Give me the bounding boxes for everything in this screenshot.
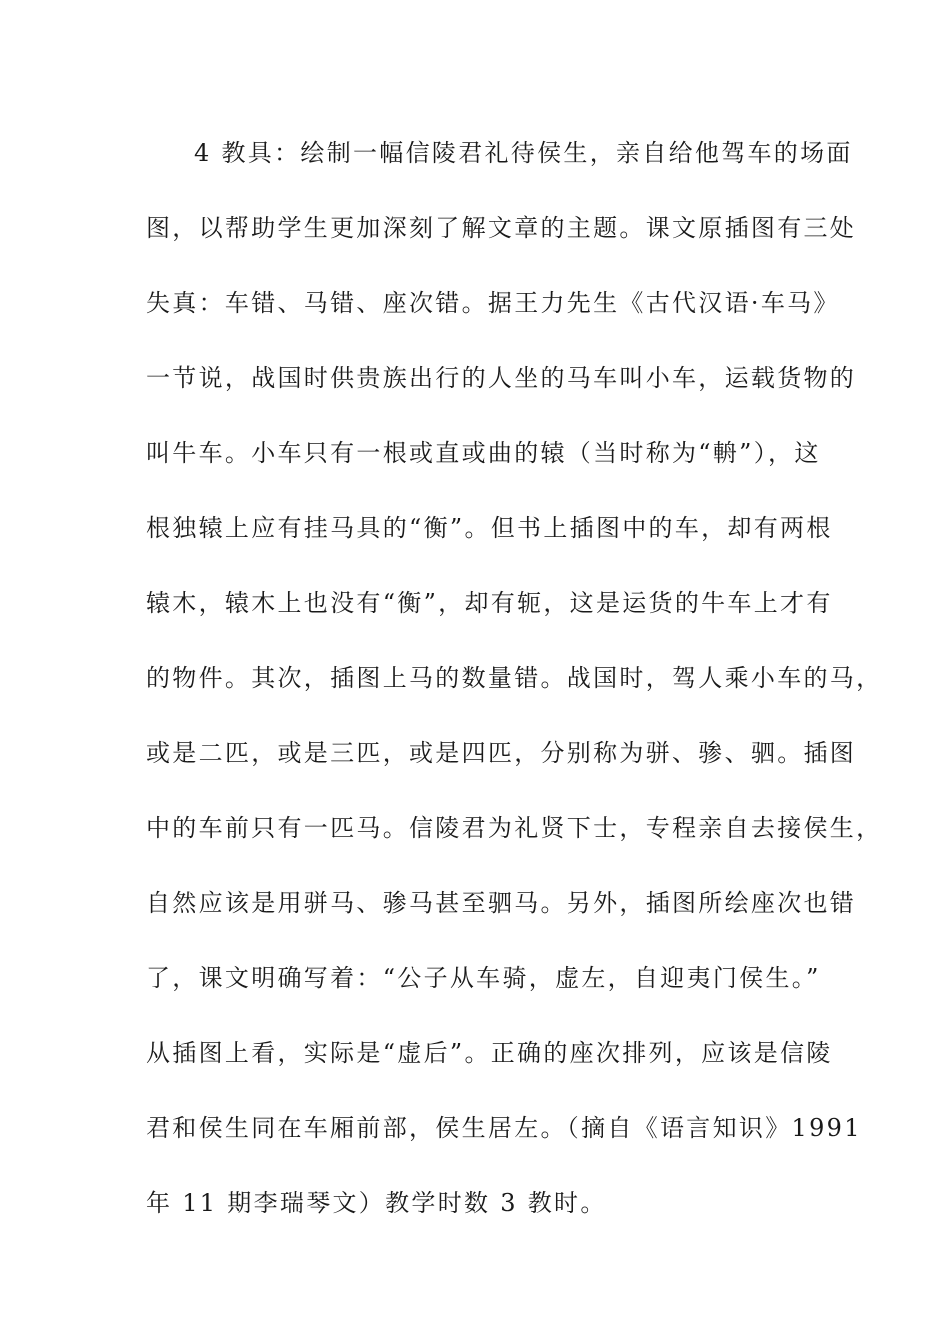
text-line: 叫牛车。小车只有一根或直或曲的辕（当时称为“輈”），这 [146, 439, 821, 467]
text-line: 根独辕上应有挂马具的“衡”。但书上插图中的车，却有两根 [146, 514, 833, 542]
text-line: 了，课文明确写着：“公子从车骑，虚左，自迎夷门侯生。” [146, 964, 821, 992]
text-line: 4 教具：绘制一幅信陵君礼待侯生，亲自给他驾车的场面 [194, 139, 853, 167]
text-line: 从插图上看，实际是“虚后”。正确的座次排列，应该是信陵 [146, 1039, 833, 1067]
text-line: 中的车前只有一匹马。信陵君为礼贤下士，专程亲自去接侯生， [146, 814, 883, 842]
text-line: 一节说，战国时供贵族出行的人坐的马车叫小车，运载货物的 [146, 364, 857, 392]
text-line: 年 11 期李瑞琴文）教学时数 3 教时。 [146, 1189, 607, 1217]
text-line: 自然应该是用骈马、骖马甚至驷马。另外，插图所绘座次也错 [146, 889, 857, 917]
body-paragraph [146, 128, 883, 1253]
text-line: 失真：车错、马错、座次错。据王力先生《古代汉语·车马》 [146, 289, 840, 317]
text-line: 或是二匹，或是三匹，或是四匹，分别称为骈、骖、驷。插图 [146, 739, 857, 767]
text-line: 辕木，辕木上也没有“衡”，却有轭，这是运货的牛车上才有 [146, 589, 833, 617]
text-line: 的物件。其次，插图上马的数量错。战国时，驾人乘小车的马， [146, 664, 883, 692]
text-line: 图，以帮助学生更加深刻了解文章的主题。课文原插图有三处 [146, 214, 857, 242]
text-line: 君和侯生同在车厢前部，侯生居左。（摘自《语言知识》1991 [146, 1114, 862, 1142]
